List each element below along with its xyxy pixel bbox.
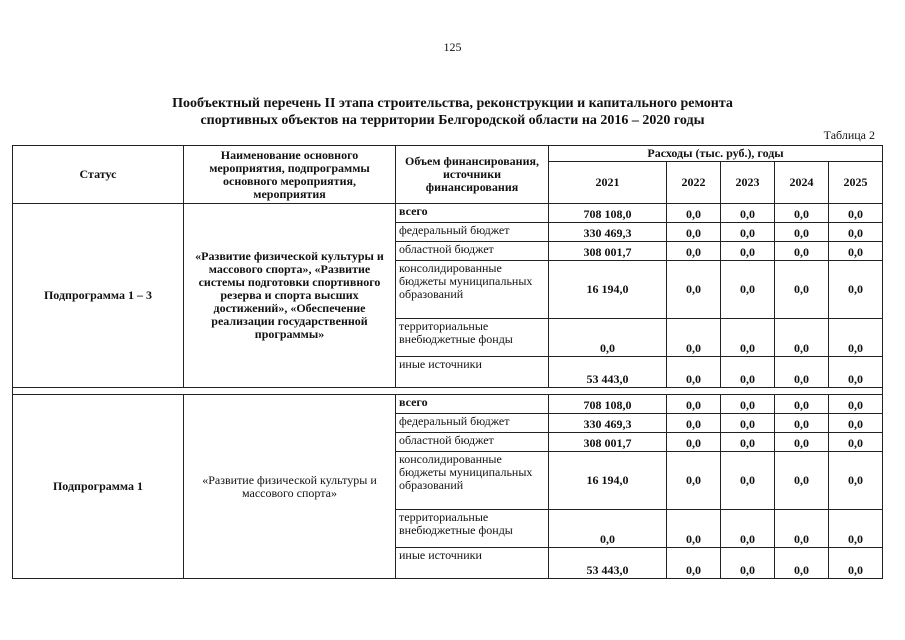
header-year: 2025 (829, 162, 883, 204)
amount-cell: 0,0 (721, 433, 775, 452)
table-row (13, 204, 883, 223)
financing-table (12, 145, 883, 579)
amount-cell: 0,0 (667, 261, 721, 319)
header-year: 2023 (721, 162, 775, 204)
amount-cell: 708 108,0 (549, 395, 667, 414)
amount-cell: 0,0 (829, 433, 883, 452)
header-expenses: Расходы (тыс. руб.), годы (549, 146, 883, 162)
amount-cell: 0,0 (829, 204, 883, 223)
amount-cell: 0,0 (667, 414, 721, 433)
funding-source: иные источники (396, 357, 549, 388)
amount-cell: 0,0 (775, 433, 829, 452)
amount-cell: 0,0 (667, 204, 721, 223)
amount-cell: 0,0 (829, 223, 883, 242)
group-status: Подпрограмма 1 – 3 (13, 204, 184, 388)
separator-cell (13, 388, 883, 395)
amount-cell: 0,0 (667, 319, 721, 357)
amount-cell: 0,0 (775, 357, 829, 388)
amount-cell: 0,0 (829, 548, 883, 579)
funding-source: областной бюджет (396, 242, 549, 261)
amount-cell: 0,0 (775, 395, 829, 414)
group-status: Подпрограмма 1 (13, 395, 184, 579)
funding-source: всего (396, 204, 549, 223)
amount-cell: 16 194,0 (549, 452, 667, 510)
amount-cell: 0,0 (721, 242, 775, 261)
amount-cell: 0,0 (721, 510, 775, 548)
header-year: 2024 (775, 162, 829, 204)
page-number: 125 (443, 40, 462, 54)
amount-cell: 330 469,3 (549, 414, 667, 433)
header-status: Статус (13, 146, 184, 204)
amount-cell: 0,0 (775, 510, 829, 548)
amount-cell: 0,0 (721, 452, 775, 510)
amount-cell: 0,0 (829, 395, 883, 414)
funding-source: федеральный бюджет (396, 414, 549, 433)
table-row (13, 395, 883, 414)
amount-cell: 0,0 (829, 242, 883, 261)
title-line-2: спортивных объектов на территории Белгородской области на 2016 – 2020 годы (200, 113, 705, 128)
header-year: 2021 (549, 162, 667, 204)
document-title (0, 95, 905, 129)
amount-cell: 0,0 (829, 414, 883, 433)
amount-cell: 0,0 (721, 414, 775, 433)
group-separator (13, 388, 883, 395)
table-body (13, 204, 883, 579)
amount-cell: 0,0 (721, 357, 775, 388)
amount-cell: 0,0 (667, 433, 721, 452)
funding-source: консолидированные бюджеты муниципальных образований (396, 261, 549, 319)
amount-cell: 0,0 (775, 319, 829, 357)
amount-cell: 308 001,7 (549, 242, 667, 261)
title-line-1: Пообъектный перечень II этапа строительства, реконструкции и капитального ремонта (172, 96, 733, 111)
amount-cell: 0,0 (775, 242, 829, 261)
amount-cell: 0,0 (775, 548, 829, 579)
amount-cell: 0,0 (721, 319, 775, 357)
header-year: 2022 (667, 162, 721, 204)
amount-cell: 0,0 (775, 223, 829, 242)
amount-cell: 0,0 (829, 319, 883, 357)
amount-cell: 0,0 (667, 223, 721, 242)
amount-cell: 0,0 (829, 261, 883, 319)
amount-cell: 0,0 (721, 395, 775, 414)
funding-source: территориальные внебюджетные фонды (396, 319, 549, 357)
amount-cell: 0,0 (721, 261, 775, 319)
amount-cell: 308 001,7 (549, 433, 667, 452)
amount-cell: 0,0 (667, 395, 721, 414)
funding-source: областной бюджет (396, 433, 549, 452)
amount-cell: 330 469,3 (549, 223, 667, 242)
amount-cell: 0,0 (549, 510, 667, 548)
amount-cell: 0,0 (829, 357, 883, 388)
funding-source: федеральный бюджет (396, 223, 549, 242)
amount-cell: 0,0 (829, 452, 883, 510)
amount-cell: 0,0 (549, 319, 667, 357)
table-label: Таблица 2 (823, 128, 875, 142)
funding-source: иные источники (396, 548, 549, 579)
amount-cell: 0,0 (667, 510, 721, 548)
header-name: Наименование основного мероприятия, подпрограммы основного мероприятия, мероприятия (184, 146, 396, 204)
funding-source: территориальные внебюджетные фонды (396, 510, 549, 548)
amount-cell: 0,0 (721, 223, 775, 242)
funding-source: консолидированные бюджеты муниципальных образований (396, 452, 549, 510)
amount-cell: 53 443,0 (549, 548, 667, 579)
funding-source: всего (396, 395, 549, 414)
amount-cell: 0,0 (775, 204, 829, 223)
amount-cell: 0,0 (829, 510, 883, 548)
amount-cell: 0,0 (721, 204, 775, 223)
amount-cell: 0,0 (775, 261, 829, 319)
amount-cell: 0,0 (667, 548, 721, 579)
header-source: Объем финансирования, источники финансирования (396, 146, 549, 204)
amount-cell: 0,0 (721, 548, 775, 579)
group-name: «Развитие физической культуры и массового спорта», «Развитие системы подготовки спортивного резерва и спорта высших достижений», «Обеспечение реализации государственной программы» (184, 204, 396, 388)
amount-cell: 0,0 (667, 357, 721, 388)
amount-cell: 708 108,0 (549, 204, 667, 223)
amount-cell: 0,0 (775, 452, 829, 510)
amount-cell: 0,0 (667, 452, 721, 510)
amount-cell: 0,0 (775, 414, 829, 433)
amount-cell: 0,0 (667, 242, 721, 261)
amount-cell: 53 443,0 (549, 357, 667, 388)
group-name: «Развитие физической культуры и массового спорта» (184, 395, 396, 579)
amount-cell: 16 194,0 (549, 261, 667, 319)
